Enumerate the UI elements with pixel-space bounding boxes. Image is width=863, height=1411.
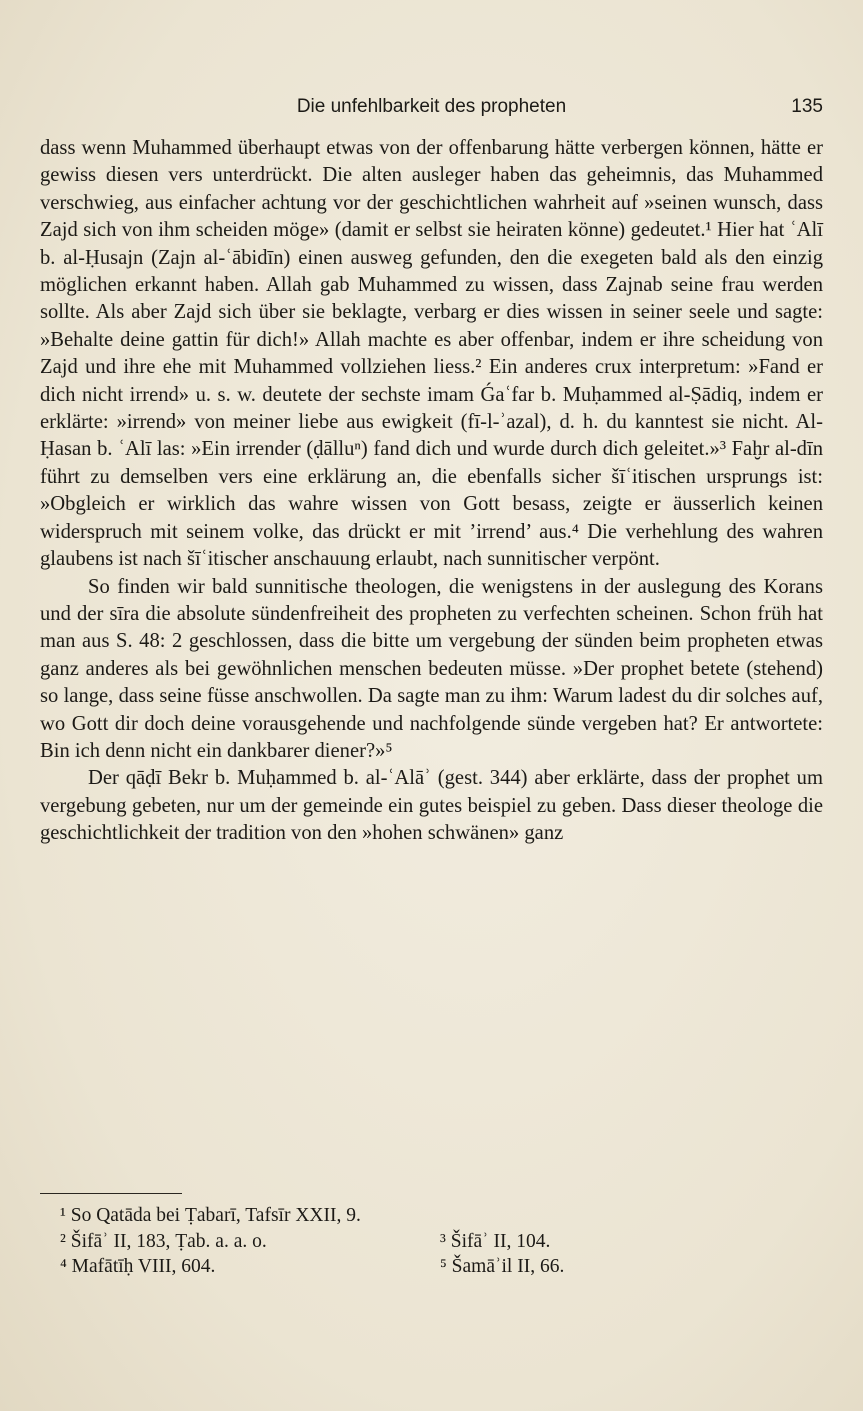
footnote-1: ¹ So Qatāda bei Ṭabarī, Tafsīr XXII, 9. [60,1205,361,1226]
footnote-3: ³ Šifāʾ II, 104. [440,1230,551,1252]
footnotes [40,1203,823,1280]
paragraph-2: So finden wir bald sunnitische theologen, die wenigstens in der auslegung des Korans und der sīra die absolute sündenfreiheit des propheten zu verfechten scheinen. Schon früh hat man aus S. 48: 2 geschlossen, dass die bitte um vergebung der sünden beim propheten etwas ganz anderes als bei gewöhnlichen menschen bedeuten müsse. »Der prophet betete (stehend) so lange, dass seine füsse anschwollen. Da sagte man zu ihm: Warum ladest du dir solches auf, wo Gott dir doch deine vorausgehende und nachfolgende sünde vergeben hat? Er antwortete: Bin ich denn nicht ein dankbarer diener?»⁵ [40,575,823,762]
main-text [40,135,823,848]
footnote-rule [40,1193,182,1194]
footnote-line-2 [40,1229,823,1255]
paragraph-1: dass wenn Muhammed überhaupt etwas von der offenbarung hätte verbergen können, hätte er gewiss diesen vers unterdrückt. Die alten ausleger haben das geheimnis, das Muhammed verschwieg, aus einfacher achtung vor der geschichtlichen wahrheit auf »seinen wunsch, dass Zajd sich von ihm scheiden möge» (damit er selbst sie heiraten könne) gedeutet.¹ Hier hat ʿAlī b. al-Ḥusajn (Zajn al-ʿābidīn) einen ausweg gefunden, den die exegeten bald als den einzig möglichen erkannt haben. Allah gab Muhammed zu wissen, dass Zajnab seine frau werden sollte. Als aber Zajd sich über sie beklagte, verbarg er dies wissen in seiner seele und sagte: »Behalte deine gattin für dich!» Allah machte es aber offenbar, indem er ihre scheidung von Zajd und ihre ehe mit Muhammed vollziehen liess.² Ein anderes crux interpretum: »Fand er dich nicht irrend» u. s. w. deutete der sechste imam Ǵaʿfar b. Muḥammed al-Ṣādiq, indem er erklärte: »irrend» von meiner liebe aus ewigkeit (fī-l-ʾazal), d. h. du kanntest sie nicht. Al-Ḥasan b. ʿAlī las: »Ein irrender (ḍālluⁿ) fand dich und wurde durch dich geleitet.»³ Faḫr al-dīn führt zu demselben vers eine erklärung an, die ebenfalls sicher šīʿitischen ursprungs ist: »Obgleich er wirklich das wahre wissen von Gott besass, zeigte er äusserlich keinen widerspruch mit seinem volke, das drückt er mit ’irrend’ aus.⁴ Die verhehlung des wahren glaubens ist nach šīʿitischer anschauung erlaubt, nach sunnitischer verpönt. [40,137,823,571]
running-header [40,96,823,124]
footnote-5: ⁵ Šamāʾil II, 66. [440,1256,565,1277]
footnote-4: ⁴ Mafātīḥ VIII, 604. [60,1256,216,1277]
footnote-line-1 [40,1203,823,1229]
running-title: Die unfehlbarkeit des propheten [296,96,567,117]
footnote-line-3 [40,1254,823,1280]
footnote-2: ² Šifāʾ II, 183, Ṭab. a. a. o. [60,1230,267,1252]
paragraph-3: Der qāḍī Bekr b. Muḥammed b. al-ʿAlāʾ (gest. 344) aber erklärte, dass der prophet um vergebung gebeten, nur um der gemeinde ein gutes beispiel zu geben. Dass dieser theologe die geschichtlichkeit der tradition von den »hohen schwänen» ganz [40,767,823,845]
page-number: 135 [791,96,823,117]
